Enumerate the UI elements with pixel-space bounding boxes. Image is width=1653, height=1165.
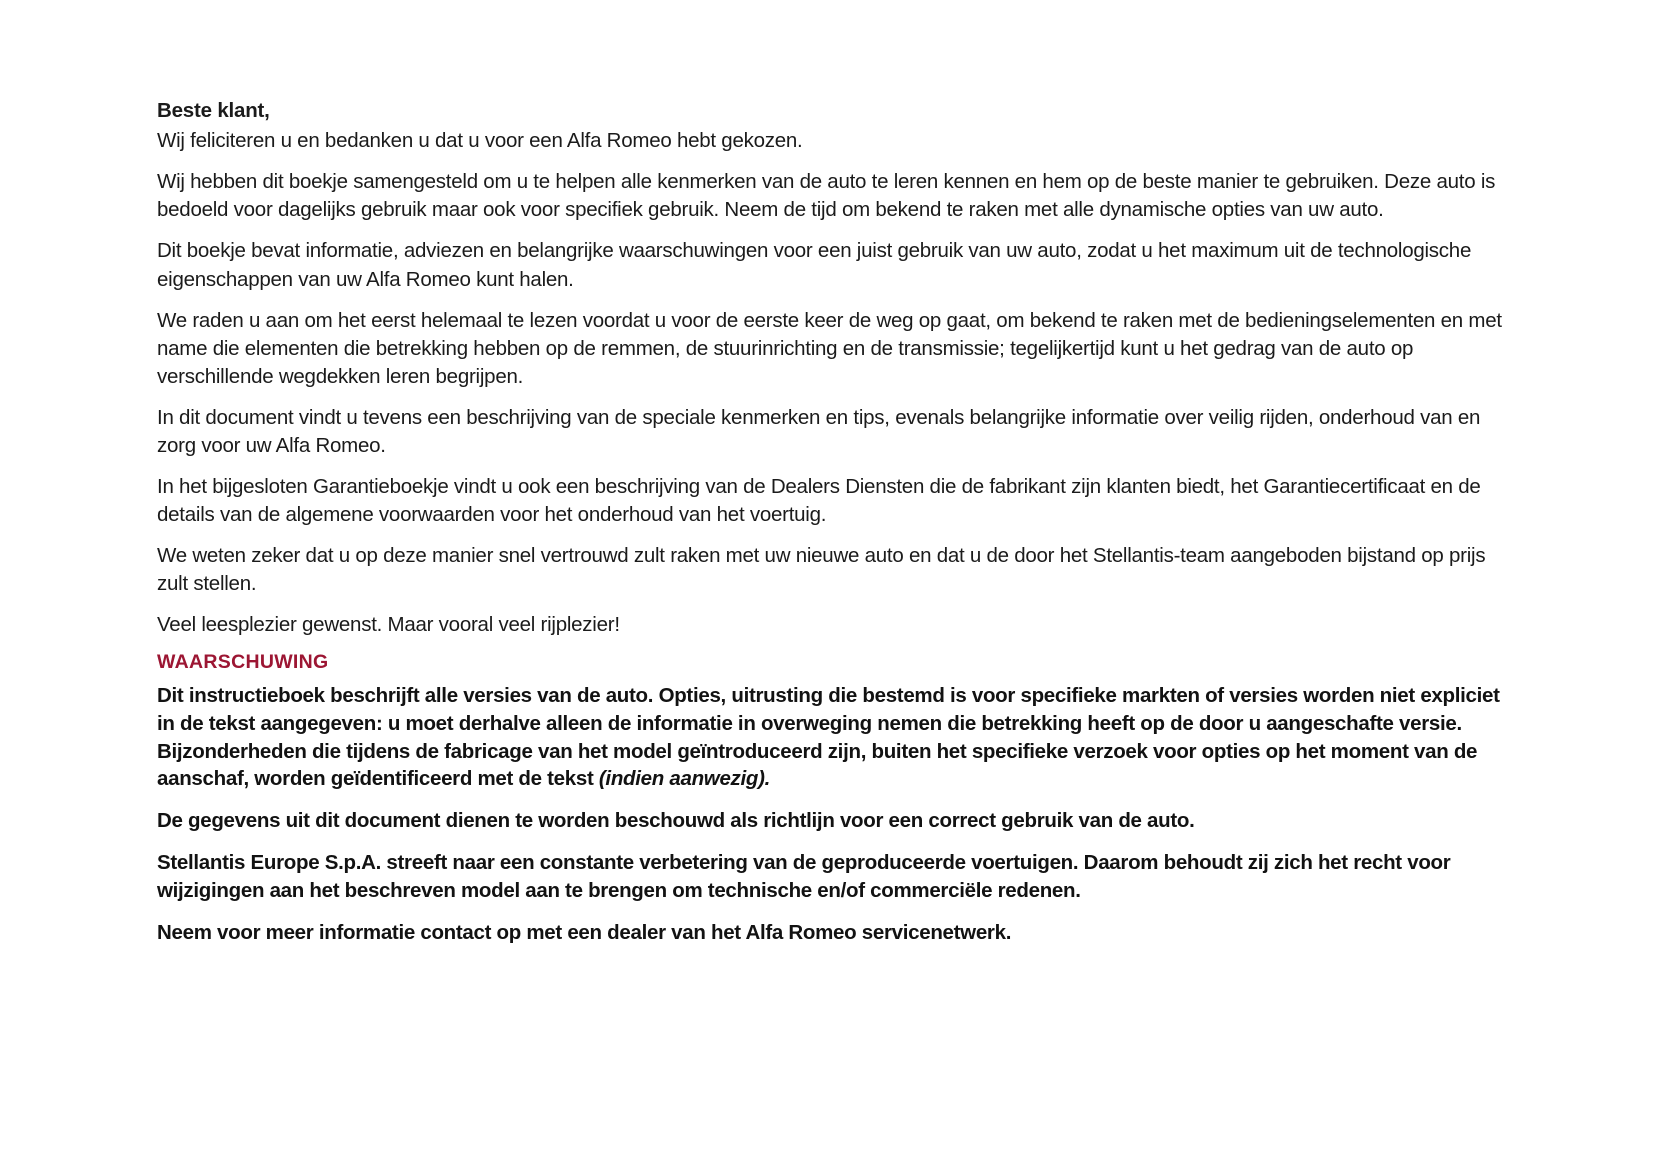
warning-heading: WAARSCHUWING [157, 651, 329, 674]
warning-paragraph-1-italic: (indien aanwezig). [598, 767, 771, 791]
intro-paragraph-2: Wij hebben dit boekje samengesteld om u te helpen alle kenmerken van de auto te leren kennen en hem op de beste manier te gebruiken. Deze auto is bedoeld voor dagelijks gebruik maar ook voor specifiek gebruik. Neem de tijd om bekend te raken met alle dynamische opties van uw auto. [157, 170, 1496, 222]
intro-paragraph-5: In dit document vindt u tevens een beschrijving van de speciale kenmerken en tips, evenals belangrijke informatie over veilig rijden, onderhoud van en zorg voor uw Alfa Romeo. [157, 405, 1481, 457]
document-body [157, 98, 1517, 947]
intro-paragraph-1: Wij feliciteren u en bedanken u dat u voor een Alfa Romeo hebt gekozen. [157, 129, 803, 153]
intro-paragraph-8: Veel leesplezier gewenst. Maar vooral veel rijplezier! [157, 613, 620, 637]
intro-paragraph-4: We raden u aan om het eerst helemaal te lezen voordat u voor de eerste keer de weg op gaat, om bekend te raken met de bedieningselementen en met name die elementen die betrekking hebben op de remmen, de stuurinrichting en de transmissie; tegelijkertijd kunt u het gedrag van de auto op verschillende wegdekken leren begrijpen. [157, 308, 1502, 388]
greeting-heading: Beste klant, [157, 99, 270, 122]
warning-paragraph-1-text: Dit instructieboek beschrijft alle versies van de auto. Opties, uitrusting die bestemd is voor specifieke markten of versies worden niet expliciet in de tekst aangegeven: u moet derhalve alleen de informatie in overweging nemen die betrekking heeft op de door u aangeschafte versie. Bijzonderheden die tijdens de fabricage van het model geïntroduceerd zijn, buiten het specifieke verzoek voor opties op het moment van de aanschaf, worden geïdentificeerd met de tekst [157, 683, 1500, 791]
warning-paragraph-3: Stellantis Europe S.p.A. streeft naar een constante verbetering van de geproduceerde voertuigen. Daarom behoudt zij zich het recht voor wijzigingen aan het beschreven model aan te brengen om technische en/of commerciële redenen. [157, 851, 1451, 903]
warning-paragraph-4: Neem voor meer informatie contact op met een dealer van het Alfa Romeo servicenetwerk. [157, 920, 1012, 944]
warning-paragraph-2: De gegevens uit dit document dienen te worden beschouwd als richtlijn voor een correct gebruik van de auto. [157, 809, 1195, 833]
intro-paragraph-3: Dit boekje bevat informatie, adviezen en belangrijke waarschuwingen voor een juist gebruik van uw auto, zodat u het maximum uit de technologische eigenschappen van uw Alfa Romeo kunt halen. [157, 239, 1472, 291]
warning-paragraph-1 [157, 682, 1517, 794]
intro-paragraph-7: We weten zeker dat u op deze manier snel vertrouwd zult raken met uw nieuwe auto en dat u de door het Stellantis-team aangeboden bijstand op prijs zult stellen. [157, 544, 1486, 596]
intro-paragraph-6: In het bijgesloten Garantieboekje vindt u ook een beschrijving van de Dealers Diensten die de fabrikant zijn klanten biedt, het Garantiecertificaat en de details van de algemene voorwaarden voor het onderhoud van het voertuig. [157, 475, 1481, 527]
